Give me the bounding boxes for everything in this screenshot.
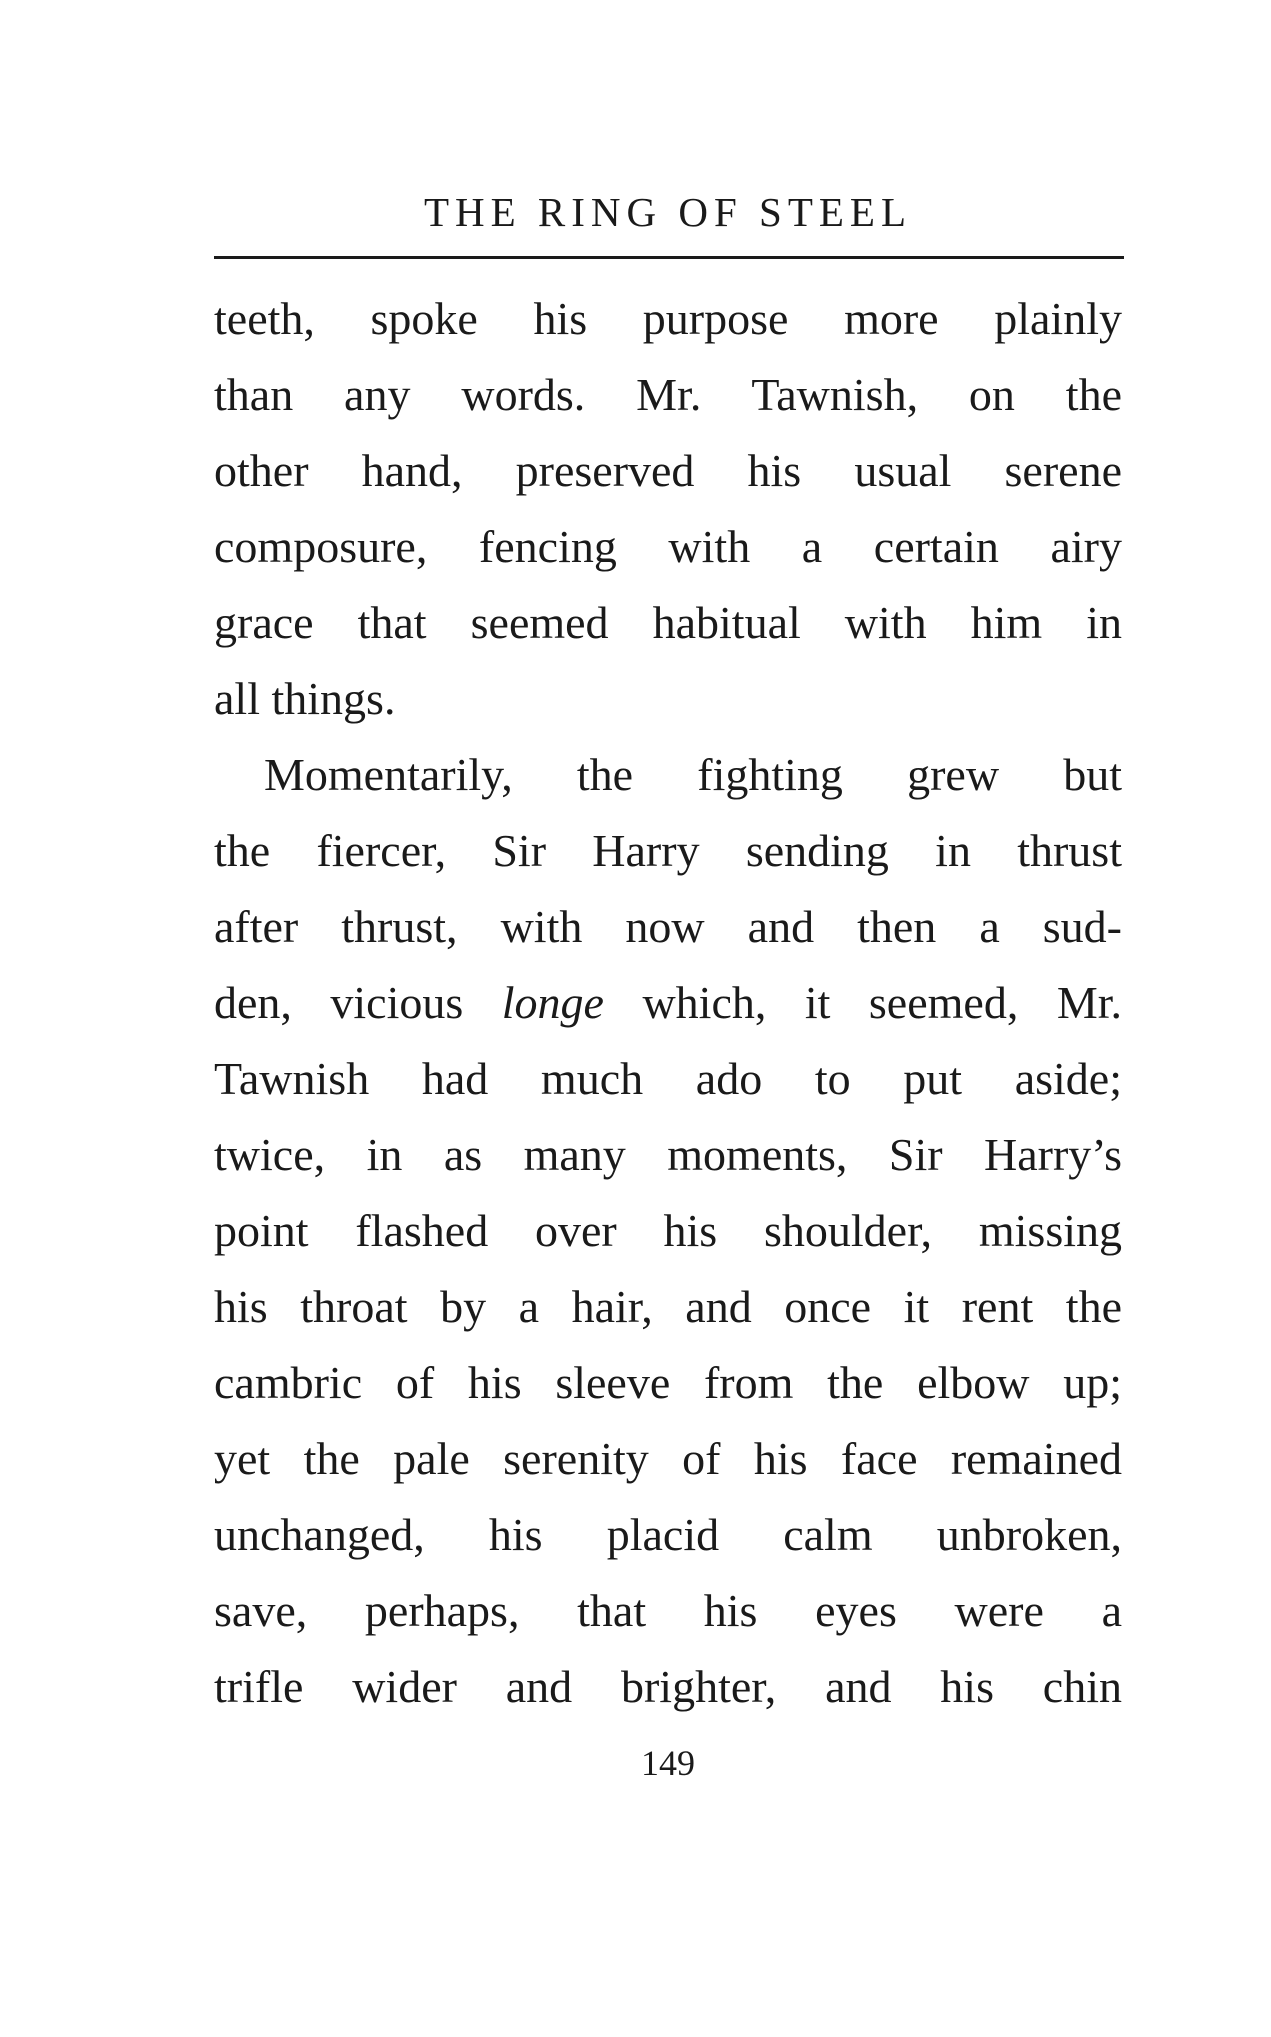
paragraph-2 bbox=[214, 737, 1122, 1725]
text-line: twice, in as many moments, Sir Harry’s bbox=[214, 1129, 1122, 1180]
text-line: after thrust, with now and then a sud- bbox=[214, 901, 1122, 952]
text-segment: which, it seemed, Mr. bbox=[603, 977, 1122, 1028]
running-head: THE RING OF STEEL bbox=[423, 189, 913, 235]
text-line: save, perhaps, that his eyes were a bbox=[214, 1585, 1122, 1636]
text-line: his throat by a hair, and once it rent the bbox=[214, 1281, 1122, 1332]
text-segment: den, vicious bbox=[214, 977, 502, 1028]
text-line: all things. bbox=[214, 673, 396, 724]
italic-word: longe bbox=[501, 977, 604, 1028]
header-rule bbox=[214, 256, 1124, 259]
text-line: yet the pale serenity of his face remained bbox=[214, 1433, 1122, 1484]
paragraph-1 bbox=[214, 281, 1122, 737]
text-line: trifle wider and brighter, and his chin bbox=[214, 1661, 1122, 1712]
text-line: the fiercer, Sir Harry sending in thrust bbox=[214, 825, 1122, 876]
text-line: point flashed over his shoulder, missing bbox=[214, 1205, 1122, 1256]
text-line: than any words. Mr. Tawnish, on the bbox=[214, 369, 1122, 420]
text-line: teeth, spoke his purpose more plainly bbox=[214, 293, 1122, 344]
text-line: Momentarily, the fighting grew but bbox=[264, 749, 1122, 800]
text-line: other hand, preserved his usual serene bbox=[214, 445, 1122, 496]
page-number: 149 bbox=[641, 1743, 695, 1783]
text-line-with-italic bbox=[214, 965, 1122, 1041]
text-line: cambric of his sleeve from the elbow up; bbox=[214, 1357, 1122, 1408]
text-line: Tawnish had much ado to put aside; bbox=[214, 1053, 1122, 1104]
text-line: grace that seemed habitual with him in bbox=[214, 597, 1122, 648]
text-line: unchanged, his placid calm unbroken, bbox=[214, 1509, 1122, 1560]
body-text bbox=[214, 281, 1122, 1725]
text-line: composure, fencing with a certain airy bbox=[214, 521, 1122, 572]
